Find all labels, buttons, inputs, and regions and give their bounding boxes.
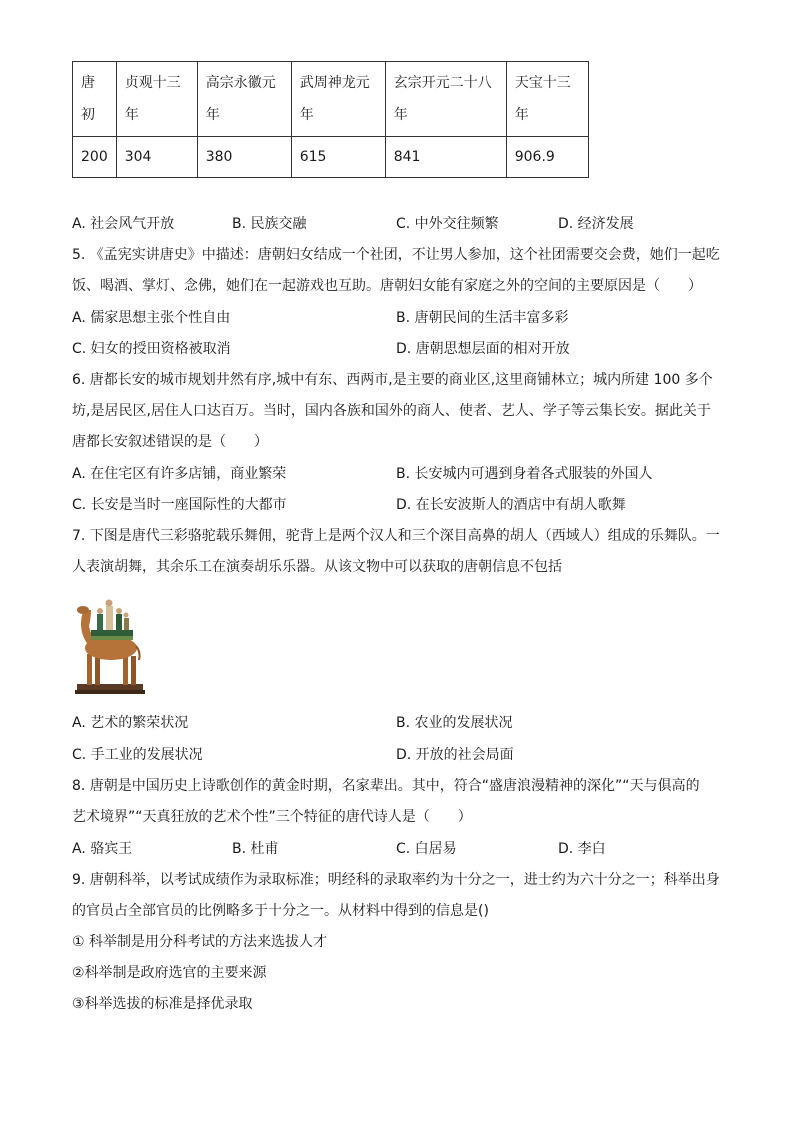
table-header-cell: 贞观十三年 [116, 62, 197, 137]
table-cell: 906.9 [506, 137, 588, 178]
q8-stem-line-1: 8. 唐朝是中国历史上诗歌创作的黄金时期，名家辈出。其中，符合“盛唐浪漫精神的深化”“天与俱高的 [72, 778, 700, 794]
q5-option-d: D. 唐朝思想层面的相对开放 [396, 341, 570, 357]
q4-option-d: D. 经济发展 [558, 216, 634, 232]
q5-stem-line-2: 饭、喝酒、掌灯、念佛，她们在一起游戏也互助。唐朝妇女能有家庭之外的空间的主要原因是（ ） [72, 278, 702, 294]
q6-stem-line-3: 唐都长安叙述错误的是（ ） [72, 434, 268, 450]
q8-option-d: D. 李白 [558, 841, 606, 857]
q7-option-d: D. 开放的社会局面 [396, 747, 514, 763]
q8-stem-line-2: 艺术境界”“天真狂放的艺术个性”三个特征的唐代诗人是（ ） [72, 809, 472, 825]
q6-option-a: A. 在住宅区有许多店铺，商业繁荣 [72, 466, 287, 482]
q5-stem-line-1: 5. 《孟宪实讲唐史》中描述：唐朝妇女结成一个社团，不让男人参加，这个社团需要交会费，她们一起吃 [72, 247, 720, 263]
table-header-row [73, 62, 589, 137]
q5-option-b: B. 唐朝民间的生活丰富多彩 [396, 310, 569, 326]
q4-option-b: B. 民族交融 [232, 216, 307, 232]
q5-option-a: A. 儒家思想主张个性自由 [72, 310, 231, 326]
table-cell: 304 [116, 137, 197, 178]
table-cell: 200 [73, 137, 117, 178]
q5-option-c: C. 妇女的授田资格被取消 [72, 341, 231, 357]
table-header-cell: 天宝十三年 [506, 62, 588, 137]
q6-option-b: B. 长安城内可遇到身着各式服装的外国人 [396, 466, 653, 482]
q9-stem-line-2: 的官员占全部官员的比例略多于十分之一。从材料中得到的信息是() [72, 903, 489, 919]
table-value-row [73, 137, 589, 178]
q6-stem-line-2: 坊,是居民区,居住人口达百万。当时，国内各族和国外的商人、使者、艺人、学子等云集长安。据此关于 [72, 403, 711, 419]
q9-statement-1: ① 科举制是用分科考试的方法来选拔人才 [72, 934, 327, 950]
q7-option-b: B. 农业的发展状况 [396, 715, 513, 731]
tang-sancai-camel-figurine-image [73, 596, 147, 696]
q7-option-a: A. 艺术的繁荣状况 [72, 715, 189, 731]
q8-option-b: B. 杜甫 [232, 841, 279, 857]
table-header-cell: 武周神龙元年 [291, 62, 385, 137]
q6-stem-line-1: 6. 唐都长安的城市规划井然有序,城中有东、西两市,是主要的商业区,这里商铺林立；城内所建 100 多个 [72, 372, 713, 388]
data-table [72, 61, 589, 178]
q7-stem-line-2: 人表演胡舞，其余乐工在演奏胡乐乐器。从该文物中可以获取的唐朝信息不包括 [72, 559, 562, 575]
q6-option-c: C. 长安是当时一座国际性的大都市 [72, 497, 287, 513]
q9-statement-3: ③科举选拔的标准是择优录取 [72, 996, 253, 1012]
q4-option-c: C. 中外交往频繁 [396, 216, 499, 232]
q6-option-d: D. 在长安波斯人的酒店中有胡人歌舞 [396, 497, 626, 513]
q8-option-c: C. 白居易 [396, 841, 457, 857]
table-cell: 380 [197, 137, 291, 178]
table-header-cell: 高宗永徽元年 [197, 62, 291, 137]
q9-stem-line-1: 9. 唐朝科举，以考试成绩作为录取标准；明经科的录取率约为十分之一，进士约为六十分之一；科举出身 [72, 872, 720, 888]
q9-statement-2: ②科举制是政府选官的主要来源 [72, 965, 267, 981]
table-cell: 615 [291, 137, 385, 178]
q8-option-a: A. 骆宾王 [72, 841, 133, 857]
table-cell: 841 [385, 137, 506, 178]
table-header-cell: 唐初 [73, 62, 117, 137]
q4-option-a: A. 社会风气开放 [72, 216, 175, 232]
q7-option-c: C. 手工业的发展状况 [72, 747, 203, 763]
q7-stem-line-1: 7. 下图是唐代三彩骆驼载乐舞佣，驼背上是两个汉人和三个深目高鼻的胡人（西域人）组成的乐舞队。一 [72, 528, 720, 544]
table-header-cell: 玄宗开元二十八年 [385, 62, 506, 137]
